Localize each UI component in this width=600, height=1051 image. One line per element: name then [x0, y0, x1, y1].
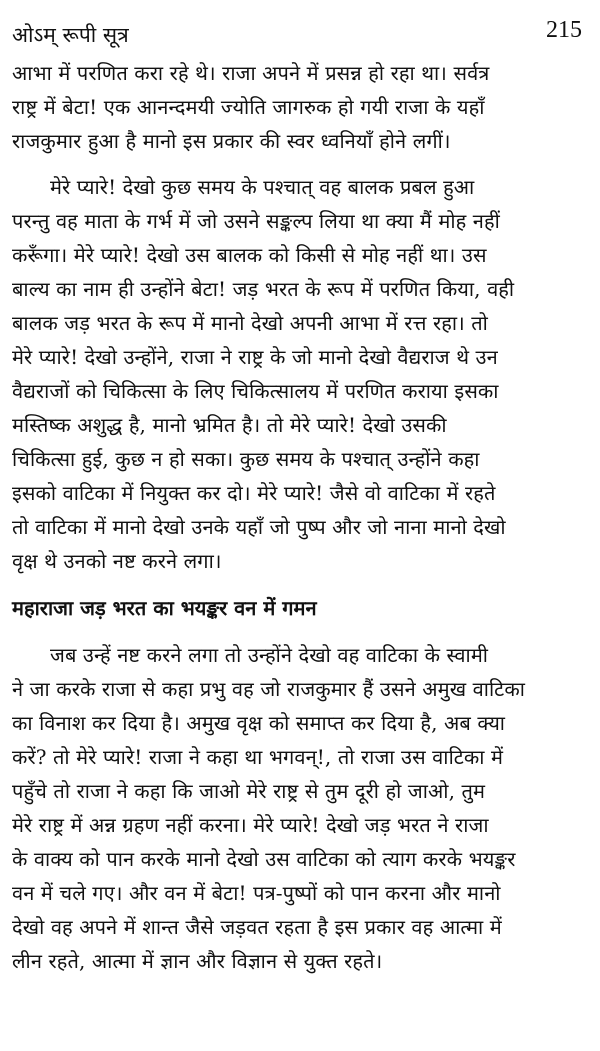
text-line: इसको वाटिका में नियुक्त कर दो। मेरे प्यारे! जैसे वो वाटिका में रहते [12, 481, 496, 505]
text-line: मस्तिष्क अशुद्ध है, मानो भ्रमित है। तो मेरे प्यारे! देखो उसकी [12, 413, 447, 437]
text-line: राजकुमार हुआ है मानो इस प्रकार की स्वर ध्वनियाँ होने लगीं। [12, 129, 451, 153]
text-line: करूँगा। मेरे प्यारे! देखो उस बालक को किसी से मोह नहीं था। उस [12, 243, 487, 267]
text-line: ने जा करके राजा से कहा प्रभु वह जो राजकुमार हैं उसने अमुख वाटिका [12, 677, 526, 701]
text-line: पहुँचे तो राजा ने कहा कि जाओ मेरे राष्ट्र से तुम दूरी हो जाओ, तुम [12, 779, 486, 803]
paragraph-1 [12, 56, 586, 158]
text-line: लीन रहते, आत्मा में ज्ञान और विज्ञान से युक्त रहते। [12, 949, 383, 973]
text-line: करें? तो मेरे प्यारे! राजा ने कहा था भगवन्!, तो राजा उस वाटिका में [12, 745, 504, 769]
text-line: राष्ट्र में बेटा! एक आनन्दमयी ज्योति जागरुक हो गयी राजा के यहाँ [12, 95, 485, 119]
paragraph-spacer [12, 578, 586, 590]
text-line: का विनाश कर दिया है। अमुख वृक्ष को समाप्त कर दिया है, अब क्या [12, 711, 506, 735]
text-line: वृक्ष थे उनको नष्ट करने लगा। [12, 549, 222, 573]
page-number: 215 [546, 17, 582, 43]
text-line: देखो वह अपने में शान्त जैसे जड़वत रहता है इस प्रकार वह आत्मा में [12, 915, 502, 939]
text-line: तो वाटिका में मानो देखो उनके यहाँ जो पुष्प और जो नाना मानो देखो [12, 515, 506, 539]
text-line: वन में चले गए। और वन में बेटा! पत्र-पुष्पों को पान करना और मानो [12, 881, 501, 905]
section-heading: महाराजा जड़ भरत का भयङ्कर वन में गमन [12, 596, 317, 620]
paragraph-spacer [12, 158, 586, 170]
text-line: मेरे प्यारे! देखो उन्होंने, राजा ने राष्ट्र के जो मानो देखो वैद्यराज थे उन [12, 345, 498, 369]
paragraph-2 [12, 170, 586, 578]
text-line: चिकित्सा हुई, कुछ न हो सका। कुछ समय के पश्चात् उन्होंने कहा [12, 447, 480, 471]
text-line: बाल्य का नाम ही उन्होंने बेटा! जड़ भरत के रूप में परणित किया, वही [12, 277, 515, 301]
page-header [12, 12, 586, 56]
text-line: के वाक्य को पान करके मानो देखो उस वाटिका को त्याग करके भयङ्कर [12, 847, 516, 871]
text-line: जब उन्हें नष्ट करने लगा तो उन्होंने देखो वह वाटिका के स्वामी [50, 643, 489, 667]
text-line: मेरे प्यारे! देखो कुछ समय के पश्चात् वह बालक प्रबल हुआ [50, 175, 475, 199]
text-line: परन्तु वह माता के गर्भ में जो उसने सङ्कल्प लिया था क्या मैं मोह नहीं [12, 209, 500, 233]
paragraph-3 [12, 638, 586, 978]
running-title: ओऽम् रूपी सूत्र [12, 23, 129, 47]
text-line: आभा में परणित करा रहे थे। राजा अपने में प्रसन्न हो रहा था। सर्वत्र [12, 61, 490, 85]
text-line: मेरे राष्ट्र में अन्न ग्रहण नहीं करना। मेरे प्यारे! देखो जड़ भरत ने राजा [12, 813, 489, 837]
text-line: वैद्यराजों को चिकित्सा के लिए चिकित्सालय में परणित कराया इसका [12, 379, 499, 403]
text-line: बालक जड़ भरत के रूप में मानो देखो अपनी आभा में रत्त रहा। तो [12, 311, 488, 335]
paragraph-spacer [12, 626, 586, 638]
